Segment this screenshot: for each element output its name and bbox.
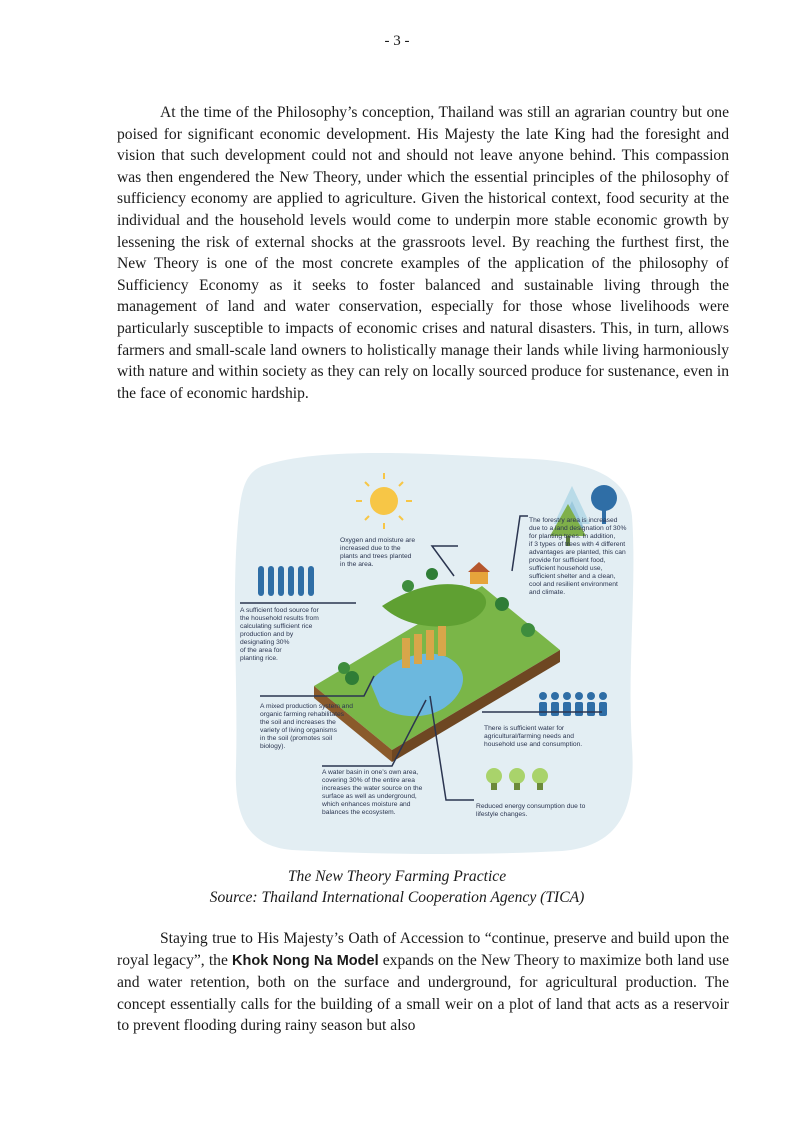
figure-caption-source: Source: Thailand International Cooperation Agency (TICA) bbox=[209, 889, 585, 906]
figure-caption-title: The New Theory Farming Practice bbox=[287, 868, 507, 885]
new-theory-infographic bbox=[232, 446, 638, 856]
annotation-food: A sufficient food source for the household results from calculating sufficient rice production and by designating 30% of the area for planting rice. bbox=[240, 607, 319, 662]
annotation-mixed-production: A mixed production system and organic farming rehabilitates the soil and increases the variety of living organisms in the soil (promotes soil biology). bbox=[260, 703, 353, 750]
annotation-oxygen: Oxygen and moisture are increased due to the plants and trees planted in the area. bbox=[340, 537, 416, 568]
khok-nong-na-model-term: Khok Nong Na Model bbox=[232, 952, 379, 969]
body-paragraph-2 bbox=[117, 928, 729, 1037]
body-paragraph-1: At the time of the Philosophy’s conception, Thailand was still an agrarian country but one poised for significant economic development. His Majesty the late King had the foresight and vision that such development could not and should not leave anyone behind. This compassion was then engendered the New Theory, under which the essential principles of the philosophy of sufficiency economy are applied to agriculture. Given the historical context, food security at the individual and the household levels would come to underpin more stable economic growth by lessening the risk of external shocks at the grassroots level. By reaching the furthest first, the New Theory is one of the most concrete examples of the application of the philosophy of Sufficiency Economy as it seeks to foster balanced and sustainable living through the management of land and water conservation, especially for those whose livelihoods were particularly susceptible to impacts of economic crises and natural disasters. This, in turn, allows farmers and small-scale land owners to holistically manage their lands while living harmoniously with nature and within society as they can rely on locally sourced produce for sustenance, even in the face of economic hardship. bbox=[117, 104, 729, 402]
bulbs-icon bbox=[486, 768, 548, 790]
para2-part2: expands on the New Theory to maximize both land use and water retention, both on the surface and underground, for agricultural production. The concept essentially calls for the building of a small weir on a plot of land that acts as a reservoir to prevent flooding during rainy season but also bbox=[117, 951, 729, 1035]
annotation-water-basin: A water basin in one’s own area, covering 30% of the entire area increases the water source on the surface as well as underground, which enhances moisture and balances the ecosystem. bbox=[322, 769, 423, 816]
infographic-svg bbox=[232, 446, 638, 856]
page-number: - 3 - bbox=[384, 33, 410, 49]
para2-part1: Staying true to His Majesty’s Oath of Accession to “continue, preserve and build upon the royal legacy”, the bbox=[117, 930, 729, 969]
annotation-forestry: The forestry area is increased due to a land designation of 30% for planting trees. In addition, if 3 types of trees with 4 different advantages are planted, this can provide for sufficient food, sufficient household use, sufficient shelter and a clean, cool and resilient environment and climate. bbox=[529, 517, 627, 596]
annotation-energy: Reduced energy consumption due to lifestyle changes. bbox=[476, 803, 586, 818]
annotation-sufficient-water: There is sufficient water for agricultural/farming needs and household use and consumption. bbox=[484, 725, 583, 748]
